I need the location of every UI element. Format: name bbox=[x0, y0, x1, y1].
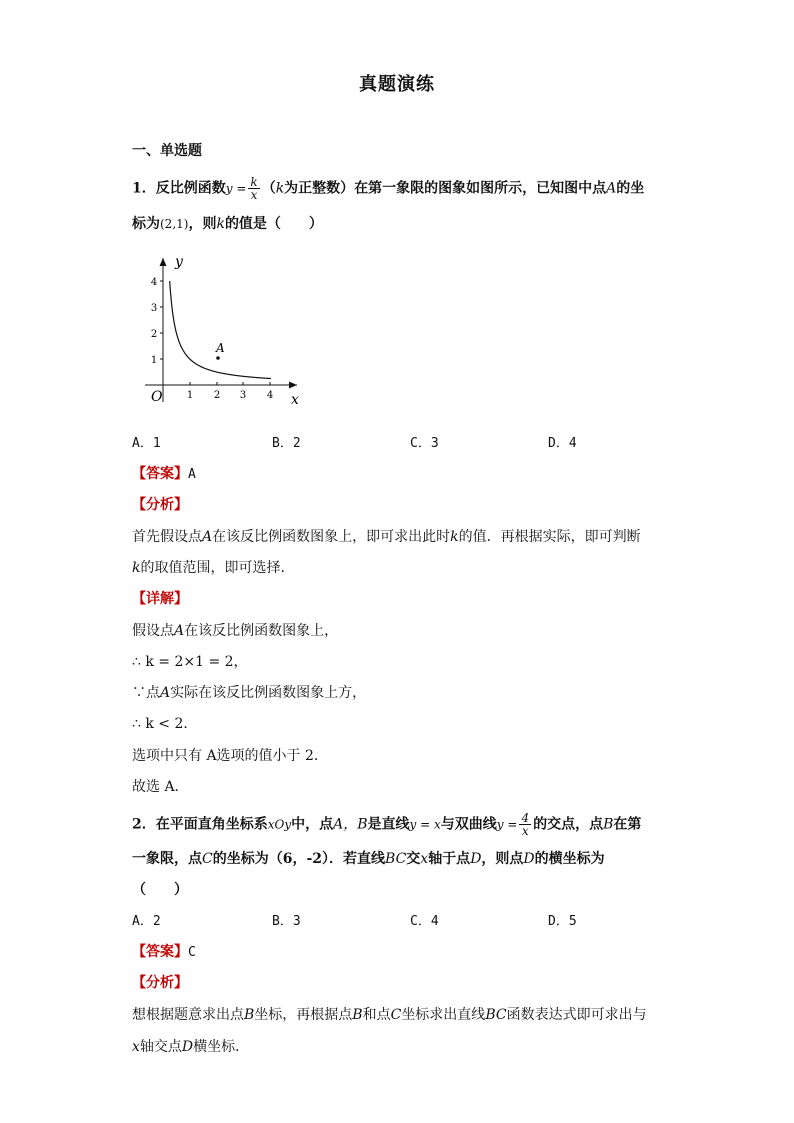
y-axis-arrow bbox=[160, 258, 167, 266]
q1-option-a[interactable]: A．1 bbox=[132, 436, 161, 451]
q1-option-d[interactable]: D．4 bbox=[548, 436, 577, 451]
q1-detail-tag: 【详解】 bbox=[132, 591, 188, 607]
q1-option-c[interactable]: C．3 bbox=[410, 436, 439, 451]
q2-stem-line2: 一象限，点C的坐标为（6，-2）．若直线BC交x轴于点D，则点D的横坐标为 bbox=[132, 851, 605, 867]
q1-option-b[interactable]: B．2 bbox=[272, 436, 301, 451]
point-a-marker bbox=[216, 356, 220, 360]
q1-analysis-line2: k的取值范围，即可选择． bbox=[132, 560, 295, 576]
q1-detail-line4: ∴ k < 2． bbox=[132, 716, 198, 732]
origin-label: O bbox=[151, 389, 163, 405]
answer-value: A bbox=[188, 467, 196, 482]
y-tick-label: 1 bbox=[150, 355, 158, 366]
q2-analysis-line1: 想根据题意求出点B坐标，再根据点B和点C坐标求出直线BC函数表达式即可求出与 bbox=[132, 1007, 647, 1023]
y-axis-label: y bbox=[175, 254, 183, 270]
q1-detail-line3: ∵点A实际在该反比例函数图象上方， bbox=[132, 685, 367, 701]
q2-option-b[interactable]: B．3 bbox=[272, 914, 301, 929]
x-axis-label: x bbox=[291, 392, 299, 408]
q2-answer-line bbox=[132, 941, 196, 961]
q2-fraction: $\frac{4}{x}$ bbox=[521, 811, 530, 838]
x-axis-arrow bbox=[289, 382, 297, 389]
x-tick-label: 4 bbox=[266, 390, 274, 401]
q1-stem-line2: 标为(2,1)，则k的值是（ ） bbox=[132, 216, 323, 232]
q2-stem-line3: （ ） bbox=[132, 882, 188, 898]
x-tick-label: 2 bbox=[213, 390, 221, 401]
q2-analysis-tag: 【分析】 bbox=[132, 975, 188, 991]
answer-tag: 【答案】 bbox=[132, 466, 188, 482]
q1-detail-line2: ∴ k = 2×1 = 2， bbox=[132, 654, 248, 670]
q1-analysis-tag: 【分析】 bbox=[132, 497, 188, 513]
x-tick-label: 1 bbox=[186, 390, 194, 401]
q1-detail-line1: 假设点A在该反比例函数图象上， bbox=[132, 623, 339, 639]
y-tick-label: 4 bbox=[150, 277, 158, 288]
q2-option-c[interactable]: C．4 bbox=[410, 914, 439, 929]
q1-function-graph bbox=[135, 250, 310, 410]
y-tick-label: 2 bbox=[150, 329, 158, 340]
q1-analysis-line1: 首先假设点A在该反比例函数图象上，即可求出此时k的值．再根据实际，即可判断 bbox=[132, 529, 641, 545]
q2-stem-line1: 2．在平面直角坐标系xOy中，点A，B是直线y = x与双曲线y = $\frac{4}{x}$ 的交点，点B在第 bbox=[132, 811, 642, 838]
q2-option-d[interactable]: D．5 bbox=[548, 914, 577, 929]
section-heading: 一、单选题 bbox=[132, 143, 202, 159]
q1-fraction: $\frac{k}{x}$ bbox=[250, 175, 258, 202]
point-a-label: A bbox=[216, 341, 225, 355]
answer-tag: 【答案】 bbox=[132, 944, 188, 960]
q1-answer-line bbox=[132, 463, 196, 483]
q1-detail-line5: 选项中只有 A选项的值小于 2． bbox=[132, 748, 328, 764]
q2-option-a[interactable]: A．2 bbox=[132, 914, 161, 929]
hyperbola-curve bbox=[170, 281, 271, 379]
q1-stem-line1: 1．反比例函数y = $\frac{k}{x}$ （k为正整数）在第一象限的图象如图所示，已知图中点A的坐 bbox=[132, 175, 645, 202]
x-tick-label: 3 bbox=[239, 390, 247, 401]
y-tick-label: 3 bbox=[150, 303, 158, 314]
q2-analysis-line2: x轴交点D横坐标． bbox=[132, 1039, 250, 1055]
page-title: 真题演练 bbox=[359, 74, 435, 95]
q1-detail-line6: 故选 A． bbox=[132, 779, 189, 795]
answer-value: C bbox=[188, 945, 196, 960]
